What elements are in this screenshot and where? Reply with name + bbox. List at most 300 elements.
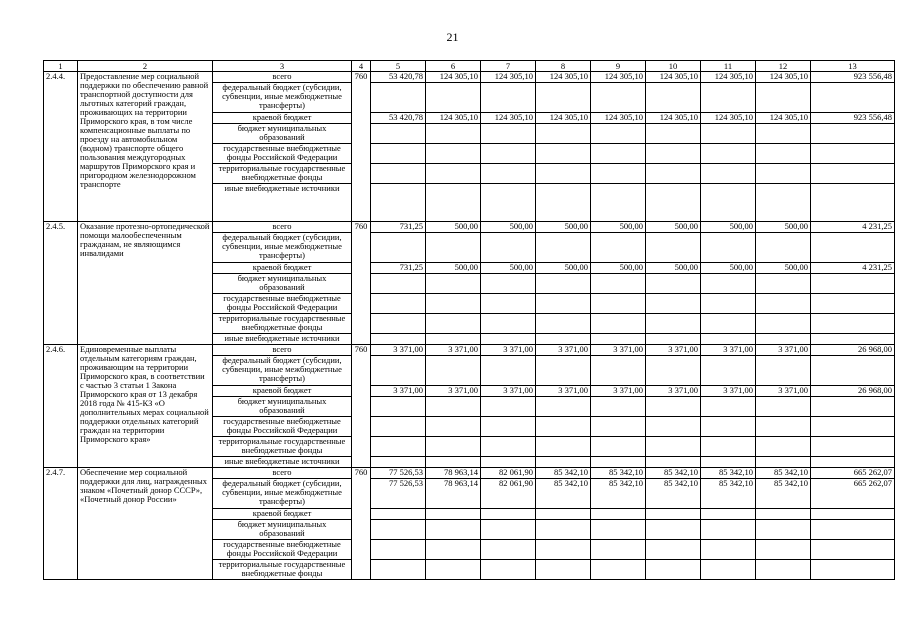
year-value	[426, 560, 481, 580]
year-value	[701, 294, 756, 314]
year-value	[591, 233, 646, 263]
year-value: 3 371,00	[701, 345, 756, 356]
total-value	[811, 83, 895, 113]
year-value	[536, 540, 591, 560]
year-value	[591, 437, 646, 457]
grbs-code: 760	[352, 222, 371, 345]
year-value	[756, 294, 811, 314]
year-value	[646, 184, 701, 222]
year-value: 500,00	[646, 263, 701, 274]
year-value	[536, 184, 591, 222]
year-value	[481, 560, 536, 580]
year-value: 85 342,10	[591, 468, 646, 479]
funding-source: федеральный бюджет (субсидии, субвенции, иные межбюджетные трансферты)	[213, 479, 352, 509]
year-value: 124 305,10	[536, 72, 591, 83]
year-value	[371, 560, 426, 580]
year-value	[426, 164, 481, 184]
year-value	[481, 83, 536, 113]
year-value	[591, 274, 646, 294]
year-value: 78 963,14	[426, 479, 481, 509]
year-value: 124 305,10	[646, 72, 701, 83]
total-value	[811, 314, 895, 334]
total-value: 665 262,07	[811, 468, 895, 479]
funding-source: краевой бюджет	[213, 113, 352, 124]
year-value	[756, 184, 811, 222]
year-value	[426, 294, 481, 314]
year-value	[756, 274, 811, 294]
year-value	[426, 520, 481, 540]
year-value	[371, 509, 426, 520]
year-value	[591, 294, 646, 314]
year-value	[371, 457, 426, 468]
column-number: 8	[536, 61, 591, 72]
year-value: 124 305,10	[591, 72, 646, 83]
table-row	[44, 222, 895, 233]
year-value: 3 371,00	[536, 345, 591, 356]
year-value	[591, 509, 646, 520]
year-value	[426, 83, 481, 113]
year-value	[481, 457, 536, 468]
total-value	[811, 540, 895, 560]
column-number: 10	[646, 61, 701, 72]
funding-source: государственные внебюджетные фонды Российской Федерации	[213, 417, 352, 437]
year-value	[701, 397, 756, 417]
year-value	[646, 124, 701, 144]
column-number: 13	[811, 61, 895, 72]
year-value	[756, 164, 811, 184]
total-value	[811, 457, 895, 468]
grbs-code: 760	[352, 72, 371, 222]
year-value: 124 305,10	[646, 113, 701, 124]
year-value: 500,00	[646, 222, 701, 233]
item-name: Оказание протезно-ортопедической помощи малообеспеченным гражданам, не являющимся инвалидами	[78, 222, 213, 345]
year-value	[371, 540, 426, 560]
year-value	[646, 233, 701, 263]
table-row	[44, 345, 895, 356]
year-value	[536, 437, 591, 457]
column-number: 12	[756, 61, 811, 72]
year-value	[646, 83, 701, 113]
grbs-code: 760	[352, 345, 371, 468]
year-value: 731,25	[371, 263, 426, 274]
year-value	[646, 520, 701, 540]
funding-source: краевой бюджет	[213, 386, 352, 397]
year-value	[371, 294, 426, 314]
year-value	[591, 397, 646, 417]
funding-source: территориальные государственные внебюджетные фонды	[213, 314, 352, 334]
year-value	[426, 397, 481, 417]
year-value: 500,00	[481, 263, 536, 274]
funding-source: государственные внебюджетные фонды Российской Федерации	[213, 540, 352, 560]
year-value: 53 420,78	[371, 72, 426, 83]
year-value: 3 371,00	[536, 386, 591, 397]
column-number: 11	[701, 61, 756, 72]
year-value	[591, 457, 646, 468]
total-value	[811, 520, 895, 540]
year-value	[646, 334, 701, 345]
year-value	[701, 509, 756, 520]
year-value	[536, 397, 591, 417]
item-code: 2.4.7.	[44, 468, 78, 580]
year-value	[426, 233, 481, 263]
year-value	[481, 356, 536, 386]
year-value: 500,00	[591, 222, 646, 233]
year-value	[756, 397, 811, 417]
funding-source: иные внебюджетные источники	[213, 457, 352, 468]
total-value: 4 231,25	[811, 222, 895, 233]
funding-source: государственные внебюджетные фонды Российской Федерации	[213, 144, 352, 164]
year-value	[536, 509, 591, 520]
year-value: 3 371,00	[756, 345, 811, 356]
year-value	[646, 509, 701, 520]
total-value: 923 556,48	[811, 72, 895, 83]
year-value	[481, 520, 536, 540]
year-value: 124 305,10	[591, 113, 646, 124]
funding-source: территориальные государственные внебюджетные фонды	[213, 560, 352, 580]
year-value: 53 420,78	[371, 113, 426, 124]
year-value	[701, 314, 756, 334]
item-code: 2.4.6.	[44, 345, 78, 468]
funding-source: федеральный бюджет (субсидии, субвенции, иные межбюджетные трансферты)	[213, 83, 352, 113]
item-name: Единовременные выплаты отдельным категориям граждан, проживающим на территории Приморского края, в соответствии с частью 3 статьи 1 Закона Приморского края от 13 декабря 2018 года № 415-КЗ «О дополнительных мерах социальной поддержки отдельных категорий граждан на территории Приморского края»	[78, 345, 213, 468]
year-value	[426, 314, 481, 334]
year-value	[646, 540, 701, 560]
year-value	[371, 83, 426, 113]
page-number: 21	[446, 30, 459, 44]
year-value	[701, 334, 756, 345]
year-value	[591, 83, 646, 113]
year-value: 124 305,10	[536, 113, 591, 124]
column-number-row	[44, 61, 895, 72]
year-value	[426, 356, 481, 386]
year-value: 3 371,00	[591, 345, 646, 356]
year-value: 500,00	[536, 263, 591, 274]
year-value: 731,25	[371, 222, 426, 233]
year-value	[426, 417, 481, 437]
year-value	[756, 356, 811, 386]
year-value: 3 371,00	[371, 386, 426, 397]
year-value	[756, 144, 811, 164]
year-value	[701, 164, 756, 184]
year-value	[536, 294, 591, 314]
year-value: 78 963,14	[426, 468, 481, 479]
year-value	[701, 356, 756, 386]
year-value: 124 305,10	[481, 72, 536, 83]
year-value	[371, 437, 426, 457]
year-value	[701, 144, 756, 164]
year-value	[371, 314, 426, 334]
year-value	[536, 457, 591, 468]
year-value	[371, 233, 426, 263]
year-value: 77 526,53	[371, 468, 426, 479]
year-value	[646, 560, 701, 580]
year-value	[481, 144, 536, 164]
year-value	[646, 144, 701, 164]
year-value: 85 342,10	[646, 468, 701, 479]
year-value	[481, 540, 536, 560]
funding-source: иные внебюджетные источники	[213, 184, 352, 222]
funding-source: всего	[213, 222, 352, 233]
year-value: 3 371,00	[701, 386, 756, 397]
year-value	[591, 356, 646, 386]
year-value: 3 371,00	[481, 345, 536, 356]
funding-source: государственные внебюджетные фонды Российской Федерации	[213, 294, 352, 314]
year-value	[591, 334, 646, 345]
year-value: 85 342,10	[591, 479, 646, 509]
year-value: 500,00	[591, 263, 646, 274]
year-value	[536, 356, 591, 386]
total-value	[811, 356, 895, 386]
year-value	[481, 233, 536, 263]
year-value	[701, 457, 756, 468]
year-value: 124 305,10	[426, 113, 481, 124]
year-value	[646, 457, 701, 468]
total-value	[811, 233, 895, 263]
year-value	[756, 83, 811, 113]
year-value	[701, 437, 756, 457]
year-value	[591, 144, 646, 164]
year-value	[426, 124, 481, 144]
year-value	[536, 124, 591, 144]
year-value	[756, 233, 811, 263]
total-value	[811, 560, 895, 580]
year-value	[701, 417, 756, 437]
year-value: 3 371,00	[426, 386, 481, 397]
year-value	[591, 417, 646, 437]
year-value: 124 305,10	[426, 72, 481, 83]
year-value	[646, 397, 701, 417]
column-number: 3	[213, 61, 352, 72]
year-value	[701, 184, 756, 222]
funding-source: всего	[213, 468, 352, 479]
year-value: 85 342,10	[701, 479, 756, 509]
year-value	[536, 233, 591, 263]
year-value	[756, 334, 811, 345]
year-value	[426, 334, 481, 345]
total-value	[811, 437, 895, 457]
year-value: 3 371,00	[591, 386, 646, 397]
total-value	[811, 164, 895, 184]
year-value	[591, 124, 646, 144]
year-value	[481, 417, 536, 437]
year-value	[701, 560, 756, 580]
year-value: 500,00	[756, 222, 811, 233]
total-value	[811, 124, 895, 144]
year-value	[591, 164, 646, 184]
column-number: 1	[44, 61, 78, 72]
total-value	[811, 397, 895, 417]
year-value: 77 526,53	[371, 479, 426, 509]
year-value	[426, 457, 481, 468]
year-value	[591, 560, 646, 580]
year-value: 500,00	[536, 222, 591, 233]
year-value	[426, 274, 481, 294]
year-value	[536, 164, 591, 184]
item-code: 2.4.5.	[44, 222, 78, 345]
year-value: 500,00	[481, 222, 536, 233]
year-value: 85 342,10	[536, 468, 591, 479]
year-value	[701, 233, 756, 263]
year-value	[756, 560, 811, 580]
year-value	[701, 124, 756, 144]
year-value	[646, 437, 701, 457]
total-value	[811, 144, 895, 164]
year-value	[426, 184, 481, 222]
year-value	[481, 509, 536, 520]
table-row	[44, 468, 895, 479]
total-value	[811, 417, 895, 437]
year-value	[536, 520, 591, 540]
year-value: 3 371,00	[426, 345, 481, 356]
year-value: 3 371,00	[371, 345, 426, 356]
year-value: 500,00	[756, 263, 811, 274]
year-value	[646, 356, 701, 386]
year-value	[591, 314, 646, 334]
total-value	[811, 294, 895, 314]
year-value	[426, 509, 481, 520]
year-value: 500,00	[426, 222, 481, 233]
year-value	[371, 184, 426, 222]
funding-source: бюджет муниципальных образований	[213, 124, 352, 144]
year-value: 124 305,10	[701, 113, 756, 124]
year-value	[371, 144, 426, 164]
year-value	[481, 314, 536, 334]
year-value	[536, 417, 591, 437]
year-value	[371, 334, 426, 345]
total-value: 26 968,00	[811, 345, 895, 356]
total-value	[811, 334, 895, 345]
year-value	[371, 124, 426, 144]
year-value: 3 371,00	[481, 386, 536, 397]
year-value	[756, 437, 811, 457]
year-value: 500,00	[701, 263, 756, 274]
column-number: 4	[352, 61, 371, 72]
year-value	[481, 437, 536, 457]
year-value	[536, 334, 591, 345]
year-value	[481, 184, 536, 222]
year-value	[371, 274, 426, 294]
year-value	[756, 457, 811, 468]
year-value	[591, 520, 646, 540]
year-value	[481, 124, 536, 144]
grbs-code: 760	[352, 468, 371, 580]
funding-source: краевой бюджет	[213, 263, 352, 274]
year-value: 3 371,00	[646, 345, 701, 356]
year-value: 3 371,00	[756, 386, 811, 397]
year-value: 82 061,90	[481, 468, 536, 479]
year-value	[371, 164, 426, 184]
funding-source: всего	[213, 72, 352, 83]
year-value	[371, 397, 426, 417]
funding-source: краевой бюджет	[213, 509, 352, 520]
funding-source: всего	[213, 345, 352, 356]
year-value: 124 305,10	[701, 72, 756, 83]
year-value	[646, 274, 701, 294]
year-value: 85 342,10	[646, 479, 701, 509]
column-number: 7	[481, 61, 536, 72]
year-value	[536, 560, 591, 580]
year-value: 85 342,10	[701, 468, 756, 479]
year-value: 82 061,90	[481, 479, 536, 509]
funding-source: территориальные государственные внебюджетные фонды	[213, 437, 352, 457]
year-value	[756, 124, 811, 144]
year-value	[536, 83, 591, 113]
column-number: 2	[78, 61, 213, 72]
year-value	[481, 274, 536, 294]
funding-source: бюджет муниципальных образований	[213, 274, 352, 294]
year-value	[701, 540, 756, 560]
year-value	[536, 274, 591, 294]
funding-source: федеральный бюджет (субсидии, субвенции, иные межбюджетные трансферты)	[213, 233, 352, 263]
year-value	[756, 540, 811, 560]
year-value	[646, 294, 701, 314]
year-value: 124 305,10	[756, 72, 811, 83]
item-code: 2.4.4.	[44, 72, 78, 222]
total-value: 4 231,25	[811, 263, 895, 274]
year-value	[371, 520, 426, 540]
item-name: Обеспечение мер социальной поддержки для лиц, награжденных знаком «Почетный донор СССР», «Почетный донор России»	[78, 468, 213, 580]
year-value	[646, 314, 701, 334]
funding-source: бюджет муниципальных образований	[213, 397, 352, 417]
year-value: 85 342,10	[756, 468, 811, 479]
total-value: 665 262,07	[811, 479, 895, 509]
year-value: 500,00	[426, 263, 481, 274]
budget-table	[43, 60, 895, 580]
year-value	[536, 314, 591, 334]
year-value: 500,00	[701, 222, 756, 233]
year-value	[701, 274, 756, 294]
total-value	[811, 509, 895, 520]
year-value	[591, 184, 646, 222]
year-value	[426, 540, 481, 560]
year-value: 85 342,10	[536, 479, 591, 509]
funding-source: иные внебюджетные источники	[213, 334, 352, 345]
year-value	[591, 540, 646, 560]
year-value: 124 305,10	[481, 113, 536, 124]
year-value: 124 305,10	[756, 113, 811, 124]
total-value: 923 556,48	[811, 113, 895, 124]
total-value	[811, 274, 895, 294]
year-value: 85 342,10	[756, 479, 811, 509]
year-value	[426, 144, 481, 164]
table-row	[44, 72, 895, 83]
year-value	[756, 509, 811, 520]
funding-source: территориальные государственные внебюджетные фонды	[213, 164, 352, 184]
year-value	[481, 397, 536, 417]
total-value: 26 968,00	[811, 386, 895, 397]
column-number: 5	[371, 61, 426, 72]
column-number: 9	[591, 61, 646, 72]
year-value	[371, 417, 426, 437]
year-value	[536, 144, 591, 164]
year-value	[646, 417, 701, 437]
year-value	[756, 520, 811, 540]
year-value	[701, 520, 756, 540]
year-value	[426, 437, 481, 457]
item-name: Предоставление мер социальной поддержки по обеспечению равной транспортной доступности для льготных категорий граждан, проживающих на территории Приморского края, в том числе компенсационные выплаты по проезду на автомобильном (водном) транспорте общего пользования междугородных маршрутов Приморского края и пригородном железнодорожном транспорте	[78, 72, 213, 222]
year-value	[481, 334, 536, 345]
funding-source: федеральный бюджет (субсидии, субвенции, иные межбюджетные трансферты)	[213, 356, 352, 386]
column-number: 6	[426, 61, 481, 72]
year-value	[481, 164, 536, 184]
year-value: 3 371,00	[646, 386, 701, 397]
year-value	[701, 83, 756, 113]
year-value	[756, 314, 811, 334]
total-value	[811, 184, 895, 222]
year-value	[646, 164, 701, 184]
year-value	[756, 417, 811, 437]
year-value	[371, 356, 426, 386]
